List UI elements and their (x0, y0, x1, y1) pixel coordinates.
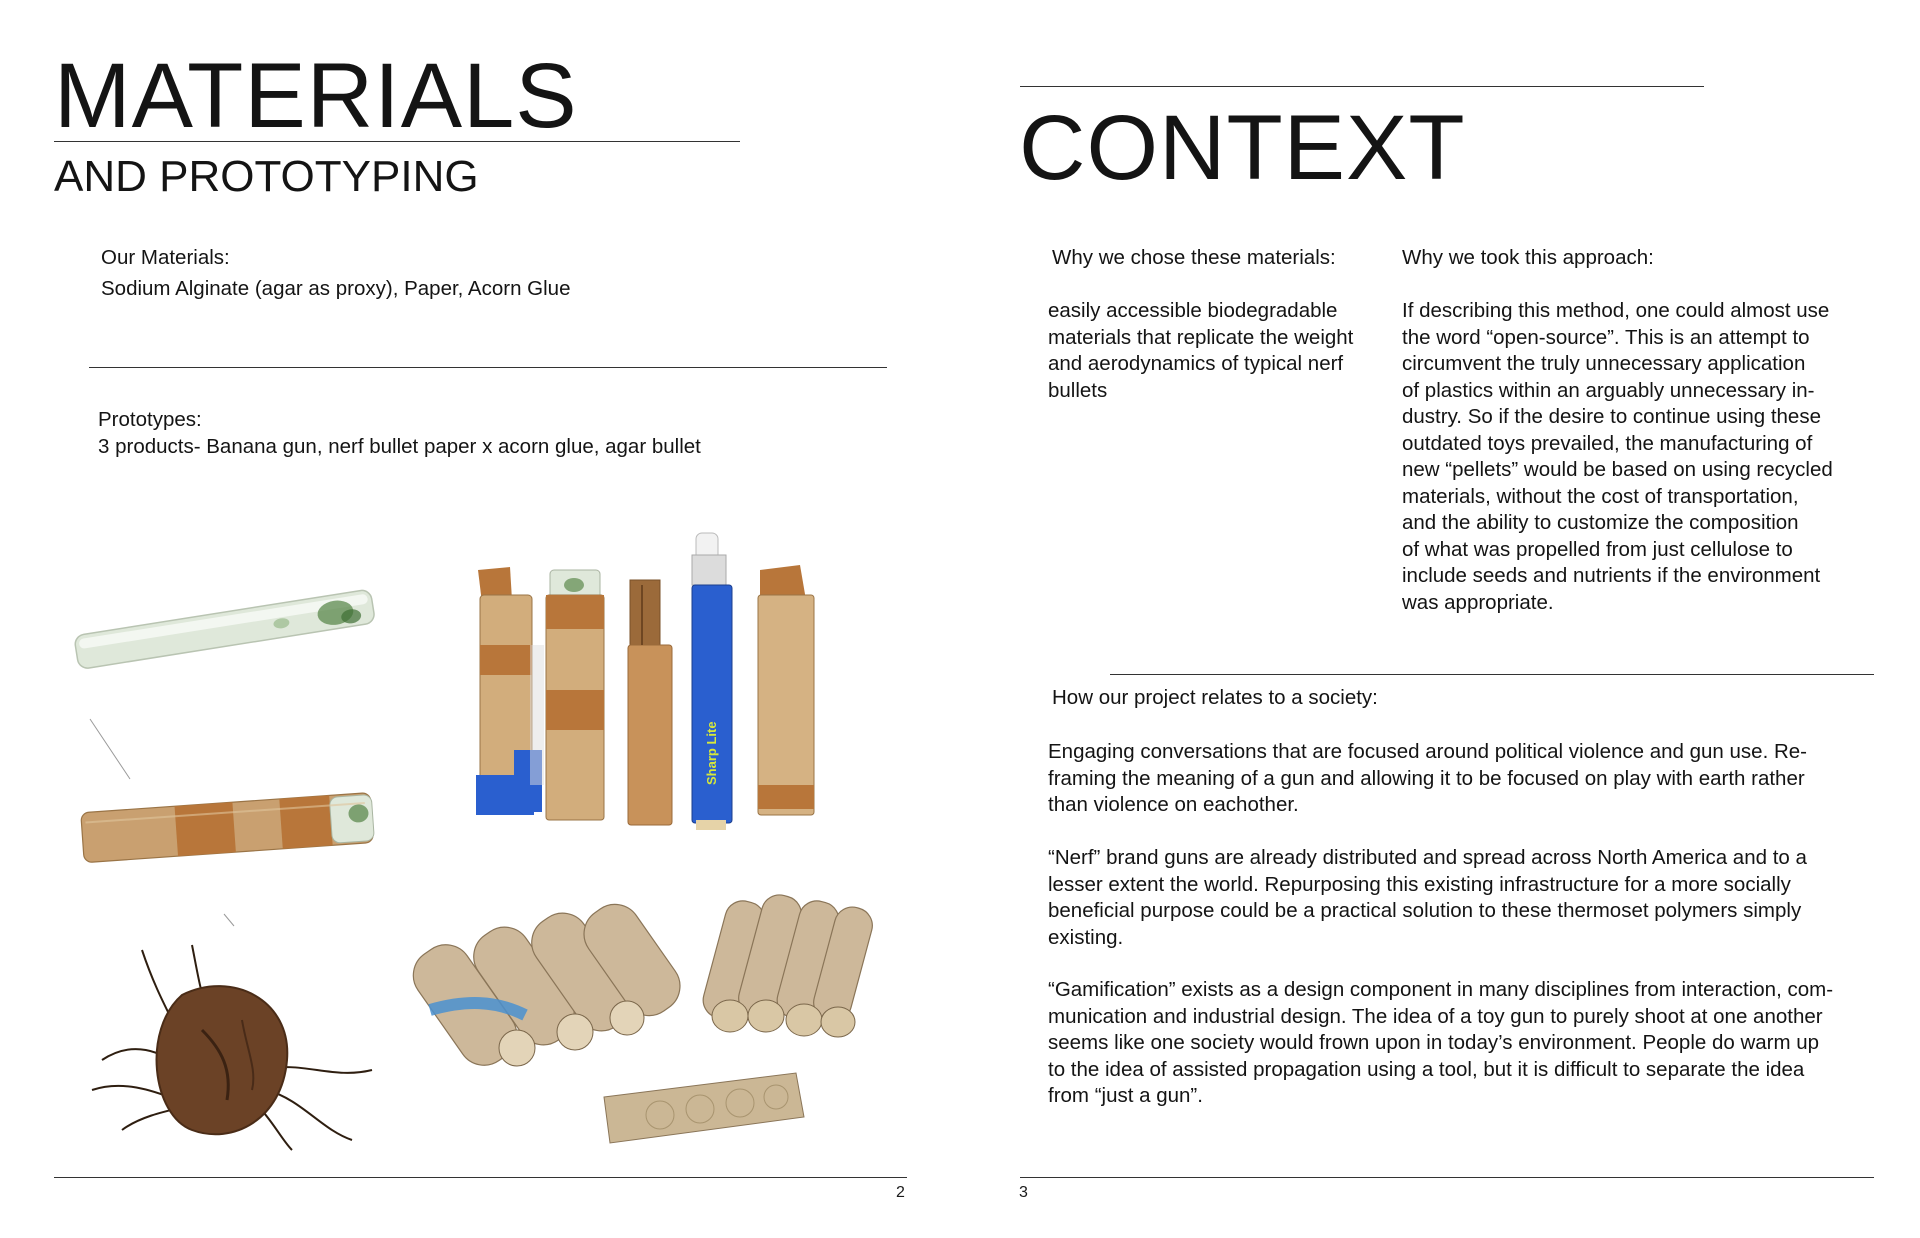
section-divider-left (89, 367, 887, 368)
society-paragraph-1 (1048, 739, 1807, 819)
text-line: of what was propelled from just cellulose to (1402, 537, 1793, 561)
scratch-mark-2 (222, 912, 242, 932)
footer-rule-left (54, 1177, 907, 1178)
text-line: was appropriate. (1402, 590, 1554, 614)
text-line: to the idea of assisted propagation using a tool, but it is difficult to separate the idea (1048, 1057, 1805, 1081)
text-line: and the ability to customize the composition (1402, 511, 1799, 534)
text-line: Engaging conversations that are focused around political violence and gun use. Re- (1048, 740, 1807, 763)
why-materials-heading: Why we chose these materials: (1052, 246, 1336, 269)
text-line: materials, without the cost of transportation, (1402, 484, 1799, 508)
text-line: easily accessible biodegradable (1048, 299, 1338, 322)
text-line: outdated toys prevailed, the manufacturing of (1402, 431, 1813, 455)
text-line: framing the meaning of a gun and allowing it to be focused on play with earth rather (1048, 766, 1805, 790)
title-underline-left (54, 141, 740, 142)
why-approach-heading: Why we took this approach: (1402, 246, 1654, 269)
stacked-bullets-photo (700, 880, 890, 1040)
text-line: include seeds and nutrients if the environment (1402, 564, 1821, 587)
text-line: existing. (1048, 925, 1124, 949)
page-number-right: 3 (1019, 1184, 1028, 1201)
text-line: of plastics within an arguably unnecessary in- (1402, 378, 1815, 402)
text-line: “Nerf” brand guns are already distributed and spread across North America and to a (1048, 846, 1807, 869)
text-line: dustry. So if the desire to continue using these (1402, 405, 1821, 428)
page-title-materials: MATERIALS (54, 45, 578, 147)
text-line: bullets (1048, 378, 1108, 402)
text-line: than violence on eachother. (1048, 793, 1299, 816)
text-line: and aerodynamics of typical nerf (1048, 352, 1344, 375)
rolled-paper-bullets-photo (425, 900, 685, 1070)
text-line: munication and industrial design. The idea of a toy gun to purely shoot at one another (1048, 1004, 1823, 1028)
materials-heading: Our Materials: (101, 246, 230, 269)
text-line: the word “open-source”. This is an attempt to (1402, 325, 1810, 349)
agar-bullet-photo (66, 570, 386, 680)
society-heading: How our project relates to a society: (1052, 686, 1378, 709)
prototypes-text: 3 products- Banana gun, nerf bullet paper x acorn glue, agar bullet (98, 435, 701, 458)
why-approach-text (1402, 298, 1833, 616)
prototypes-heading: Prototypes: (98, 408, 202, 431)
text-line: from “just a gun”. (1048, 1084, 1203, 1107)
cardboard-strip-photo (600, 1065, 810, 1145)
text-line: If describing this method, one could almost use (1402, 299, 1830, 322)
page-title-context: CONTEXT (1019, 97, 1466, 199)
text-line: new “pellets” would be based on using recycled (1402, 458, 1833, 481)
page-number-left: 2 (896, 1184, 905, 1201)
title-overline-right (1020, 86, 1704, 87)
paper-bullets-upright-photo (470, 525, 870, 835)
section-divider-right (1110, 674, 1874, 675)
text-line: materials that replicate the weight (1048, 325, 1354, 349)
text-line: seems like one society would frown upon in today’s environment. People do warm up (1048, 1031, 1820, 1054)
blue-tube-label: Sharp Lite (704, 721, 719, 785)
text-line: beneficial purpose could be a practical solution to these thermoset polymers simply (1048, 899, 1802, 922)
footer-rule-right (1020, 1177, 1874, 1178)
why-materials-text (1048, 298, 1353, 404)
acorn-glue-photo (82, 940, 392, 1160)
materials-text: Sodium Alginate (agar as proxy), Paper, Acorn Glue (101, 277, 571, 300)
text-line: circumvent the truly unnecessary application (1402, 352, 1806, 375)
page-subtitle: AND PROTOTYPING (54, 152, 479, 201)
text-line: “Gamification” exists as a design component in many disciplines from interaction, com- (1048, 978, 1834, 1001)
society-paragraph-3 (1048, 977, 1833, 1110)
society-paragraph-2 (1048, 845, 1807, 951)
text-line: lesser extent the world. Repurposing this existing infrastructure for a more socially (1048, 872, 1791, 896)
paper-agar-bullet-photo (76, 770, 396, 880)
